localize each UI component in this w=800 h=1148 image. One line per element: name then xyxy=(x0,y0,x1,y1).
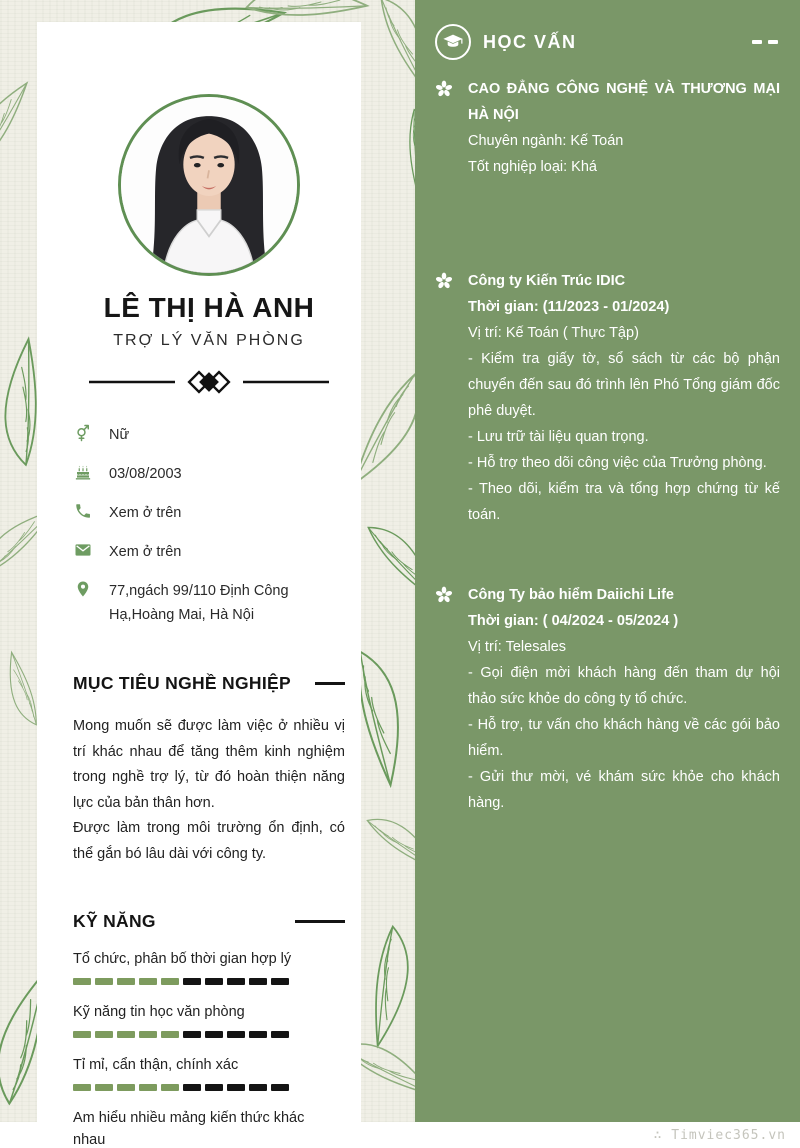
skill-label: Am hiểu nhiều mảng kiến thức khác nhau xyxy=(73,1110,305,1148)
email-icon xyxy=(73,540,93,560)
skill-label: Tỉ mỉ, cẩn thận, chính xác xyxy=(73,1057,239,1073)
email-value: Xem ở trên xyxy=(109,544,182,560)
phone-icon xyxy=(73,501,93,521)
job-desc-line: - Hỗ trợ, tư vấn cho khách hàng về các gói bảo hiểm. xyxy=(468,717,780,759)
avatar xyxy=(118,94,300,276)
objective-paragraph: Mong muốn sẽ được làm việc ở nhiều vị trí khác nhau để tăng thêm kinh nghiệm trong nghề trợ lý, từ đó hoàn thiện năng lực của bản thân hơn. xyxy=(73,718,345,811)
flower-bullet-icon xyxy=(435,80,453,98)
education-entry xyxy=(415,76,800,180)
job-desc-line: - Kiểm tra giấy tờ, sổ sách từ các bộ phận chuyển đến sau đó trình lên Phó Tổng giám đốc phê duyệt. xyxy=(468,351,780,419)
skill-level-segment xyxy=(271,978,289,985)
site-watermark: ∴ Timviec365.vn xyxy=(653,1128,786,1143)
skill-level-segment xyxy=(227,978,245,985)
work-position: Vị trí: Telesales xyxy=(468,639,567,655)
work-time: Thời gian: ( 04/2024 - 05/2024 ) xyxy=(468,613,679,629)
skill-level-segment xyxy=(161,978,179,985)
skill-level-segment xyxy=(205,1031,223,1038)
skill-level-segment xyxy=(117,978,135,985)
skill-level-segment xyxy=(205,978,223,985)
skill-level-segment xyxy=(117,1084,135,1091)
skill-level-segment xyxy=(139,978,157,985)
portrait-photo-icon xyxy=(121,97,297,273)
objective-text xyxy=(73,714,345,867)
skill-level-segment xyxy=(73,1084,91,1091)
flower-bullet-icon xyxy=(435,272,453,290)
objective-heading-label: MỤC TIÊU NGHỀ NGHIỆP xyxy=(73,673,291,693)
phone-value: Xem ở trên xyxy=(109,505,182,521)
job-desc-line: - Hỗ trợ theo dõi công việc của Trưởng phòng. xyxy=(468,455,767,471)
job-desc-line: - Theo dõi, kiểm tra và tổng hợp chứng từ kế toán. xyxy=(468,481,780,523)
skills-heading xyxy=(73,911,345,932)
skill-level-segment xyxy=(249,978,267,985)
skill-level-segment xyxy=(227,1031,245,1038)
skill-level-segment xyxy=(161,1031,179,1038)
skill-level-segment xyxy=(95,1084,113,1091)
skill-level-bar xyxy=(73,1084,345,1091)
diamond-divider-icon xyxy=(73,370,345,399)
skill-level-segment xyxy=(161,1084,179,1091)
skill-item xyxy=(73,948,345,985)
skill-label: Kỹ năng tin học văn phòng xyxy=(73,1004,245,1020)
heading-rule xyxy=(315,682,345,685)
skill-level-segment xyxy=(73,1031,91,1038)
job-desc-line: - Lưu trữ tài liệu quan trọng. xyxy=(468,429,649,445)
skill-level-segment xyxy=(271,1084,289,1091)
birthday-value: 03/08/2003 xyxy=(109,466,182,482)
location-icon xyxy=(73,579,93,599)
skill-level-segment xyxy=(95,978,113,985)
gender-icon xyxy=(73,423,93,443)
school-name: CAO ĐẲNG CÔNG NGHỆ VÀ THƯƠNG MẠI HÀ NỘI xyxy=(468,81,780,123)
education-grade: Tốt nghiệp loại: Khá xyxy=(468,159,597,175)
birthday-icon xyxy=(73,462,93,482)
objective-heading xyxy=(73,673,345,694)
company-name: Công ty Kiến Trúc IDIC xyxy=(468,273,626,289)
work-time: Thời gian: (11/2023 - 01/2024) xyxy=(468,299,670,315)
skill-level-segment xyxy=(249,1084,267,1091)
contact-list xyxy=(73,423,345,627)
skill-level-segment xyxy=(183,1031,201,1038)
skill-level-segment xyxy=(117,1031,135,1038)
gender-value: Nữ xyxy=(109,427,130,443)
skill-item xyxy=(73,1054,345,1091)
graduation-cap-icon xyxy=(435,24,471,60)
company-name: Công Ty bảo hiểm Daiichi Life xyxy=(468,587,674,603)
left-panel xyxy=(37,22,361,1148)
skill-level-bar xyxy=(73,978,345,985)
heading-rule xyxy=(295,920,345,923)
address-value: 77,ngách 99/110 Định Công Hạ,Hoàng Mai, Hà Nội xyxy=(109,583,289,623)
education-section-header xyxy=(415,0,800,60)
objective-paragraph: Được làm trong môi trường ổn định, có thể gắn bó lâu dài với công ty. xyxy=(73,820,345,862)
skill-level-segment xyxy=(271,1031,289,1038)
skill-item xyxy=(73,1001,345,1038)
flower-bullet-icon xyxy=(435,586,453,604)
skill-level-segment xyxy=(183,1084,201,1091)
candidate-title: TRỢ LÝ VĂN PHÒNG xyxy=(113,332,305,349)
skill-level-segment xyxy=(139,1031,157,1038)
experience-entry xyxy=(415,582,800,816)
skill-level-segment xyxy=(227,1084,245,1091)
skill-level-segment xyxy=(183,978,201,985)
skill-level-segment xyxy=(139,1084,157,1091)
job-desc-line: - Gọi điện mời khách hàng đến tham dự hội thảo sức khỏe do công ty tổ chức. xyxy=(468,665,780,707)
section-title: HỌC VẤN xyxy=(483,31,577,52)
skill-level-segment xyxy=(95,1031,113,1038)
job-desc-line: - Gửi thư mời, vé khám sức khỏe cho khách hàng. xyxy=(468,769,780,811)
work-position: Vị trí: Kế Toán ( Thực Tập) xyxy=(468,325,639,341)
candidate-name: LÊ THỊ HÀ ANH xyxy=(103,292,315,323)
skills-heading-label: KỸ NĂNG xyxy=(73,911,156,931)
skill-item xyxy=(73,1107,345,1148)
skill-level-segment xyxy=(205,1084,223,1091)
skill-level-segment xyxy=(73,978,91,985)
header-dashes-icon xyxy=(752,40,778,44)
skill-label: Tổ chức, phân bố thời gian hợp lý xyxy=(73,951,292,967)
education-major: Chuyên ngành: Kế Toán xyxy=(468,133,624,149)
right-panel xyxy=(415,0,800,1122)
skill-level-segment xyxy=(249,1031,267,1038)
skill-level-bar xyxy=(73,1031,345,1038)
experience-entry xyxy=(415,268,800,528)
